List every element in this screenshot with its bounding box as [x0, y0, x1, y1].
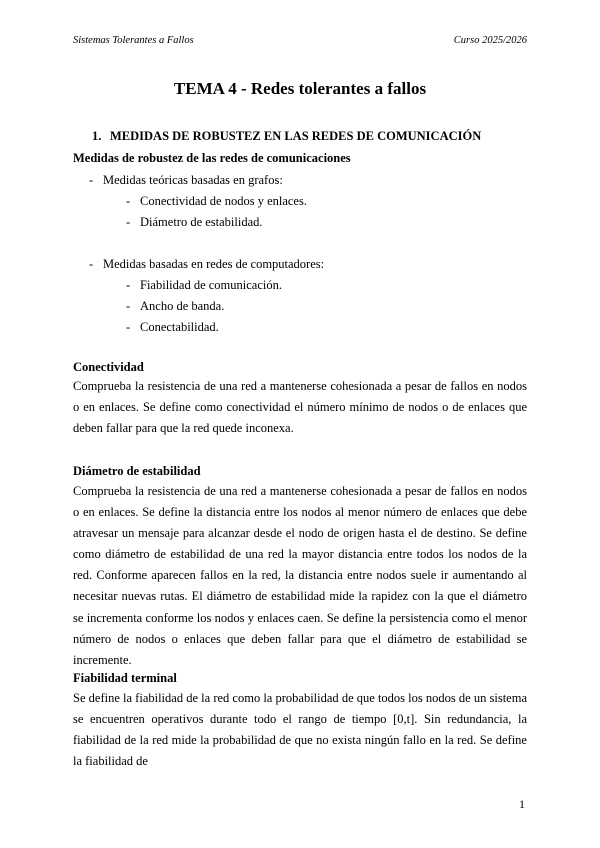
conectividad-heading: Conectividad	[73, 360, 144, 374]
list-item: - Conectividad de nodos y enlaces.	[126, 194, 307, 208]
diametro-paragraph: Comprueba la resistencia de una red a mantenerse cohesionada a pesar de fallos en nodos o en enlaces. Se define la distancia entre los nodos al menor número de enlaces que debe atravesar un mensaje para alcanzar desde el nodo de origen hasta el de destino. Se define como diámetro de estabilidad de una red la mayor distancia entre todos los nodos de la red. Conforme aparecen fallos en la red, la distancia entre nodos suele ir aumentando al necesitar nuevas rutas. El diámetro de estabilidad mide la rapidez con la que el diámetro se incrementa conforme los nodos y enlaces caen. Se define la persistencia como el menor número de nodos o enlaces que deben fallar para que el diámetro de estabilidad se incremente.	[73, 484, 527, 667]
conectividad-paragraph: Comprueba la resistencia de una red a mantenerse cohesionada a pesar de fallos en nodos o en enlaces. Se define como conectividad el número mínimo de nodos o de enlaces que deben fallar para que la red quede inconexa.	[73, 379, 527, 436]
section-label: MEDIDAS DE ROBUSTEZ EN LAS REDES DE COMUNICACIÓN	[110, 129, 482, 143]
list-item: - Medidas basadas en redes de computadores:	[89, 257, 325, 271]
diametro-heading: Diámetro de estabilidad	[73, 464, 201, 478]
page-number: 1	[519, 797, 525, 811]
list-item: - Medidas teóricas basadas en grafos:	[89, 173, 283, 187]
list-item: - Conectabilidad.	[126, 320, 219, 334]
header-course-name: Sistemas Tolerantes a Fallos	[73, 35, 194, 46]
fiabilidad-heading: Fiabilidad terminal	[73, 671, 177, 685]
list-item: - Ancho de banda.	[126, 299, 225, 313]
measures-heading: Medidas de robustez de las redes de comunicaciones	[73, 151, 351, 165]
list-item: - Diámetro de estabilidad.	[126, 215, 263, 229]
header-course-year: Curso 2025/2026	[453, 35, 527, 46]
fiabilidad-paragraph: Se define la fiabilidad de la red como la probabilidad de que todos los nodos de un sistema se encuentren operativos durante todo el rango de tiempo [0,t]. Sin redundancia, la fiabilidad de la red mide la probabilidad de que no exista ningún fallo en la red. Se define la fiabilidad de	[73, 691, 527, 769]
section-heading	[92, 129, 481, 144]
page-title: TEMA 4 - Redes tolerantes a fallos	[173, 79, 427, 98]
section-number: 1.	[92, 129, 102, 143]
list-item: - Fiabilidad de comunicación.	[126, 278, 282, 292]
